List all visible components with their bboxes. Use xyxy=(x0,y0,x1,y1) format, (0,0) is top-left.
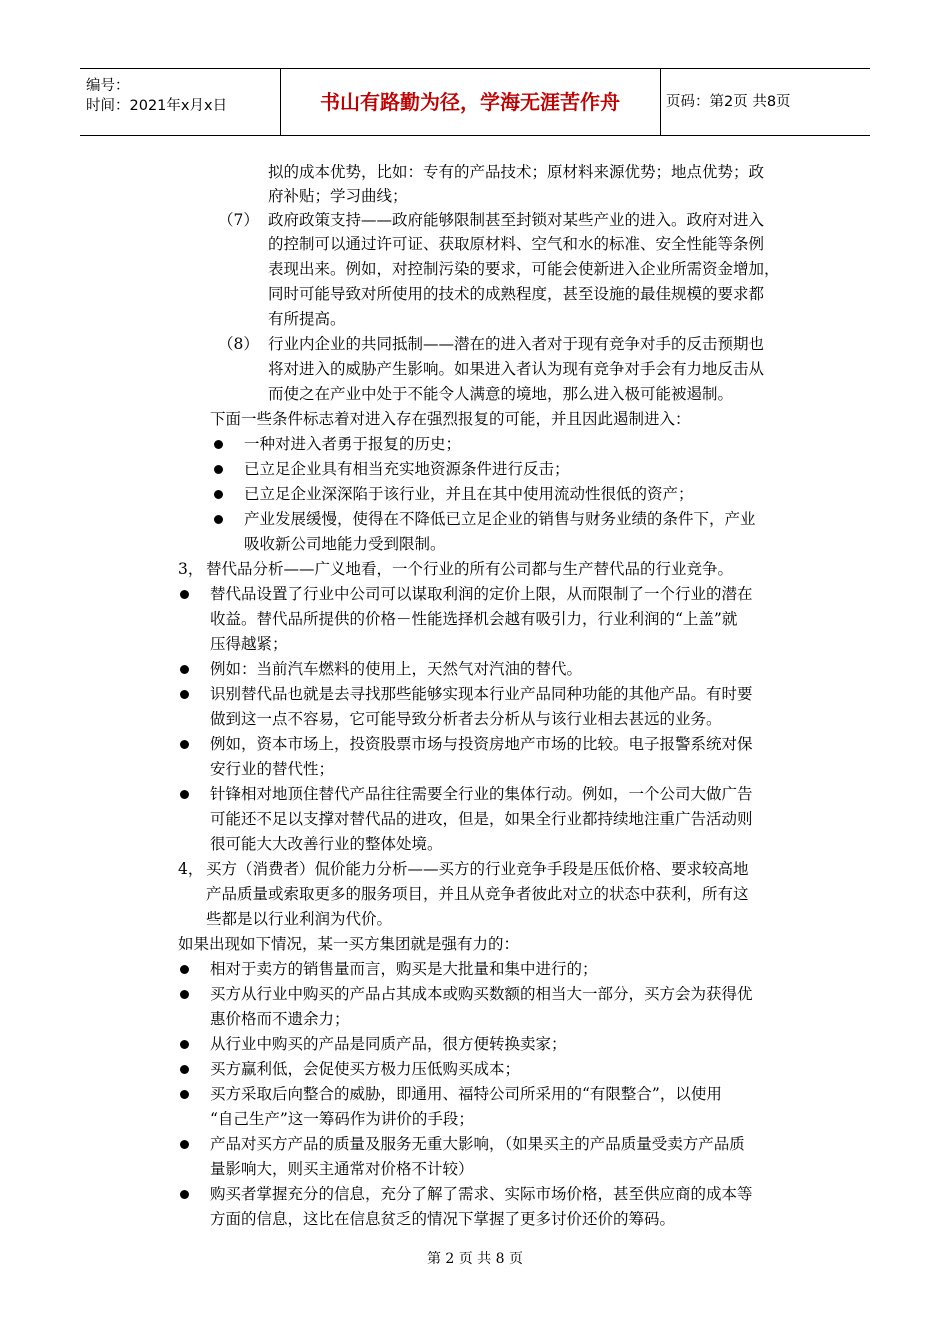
list-item: 产业发展缓慢，使得在不降低已立足企业的销售与财务业绩的条件下，产业 xyxy=(244,510,756,528)
list-item: 买方采取后向整合的威胁，即通用、福特公司所采用的“有限整合”，以使用 xyxy=(210,1085,722,1103)
text-line: 下面一些条件标志着对进入存在强烈报复的可能，并且因此遏制进入： xyxy=(210,410,691,428)
section-number: 3， xyxy=(178,560,204,578)
bullet-icon xyxy=(180,965,189,974)
text-line: 产品质量或索取更多的服务项目，并且从竞争者彼此对立的状态中获利，所有这 xyxy=(206,885,749,903)
bullet-icon xyxy=(180,1190,189,1199)
list-item: 识别替代品也就是去寻找那些能够实现本行业产品同种功能的其他产品。有时要 xyxy=(210,685,753,703)
list-item: 惠价格而不遗余力； xyxy=(210,1010,350,1028)
page-header xyxy=(80,68,870,136)
list-number: （7） xyxy=(218,211,259,229)
bullet-icon xyxy=(214,440,223,449)
list-item: 可能还不足以支撑对替代品的进攻，但是，如果全行业都持续地注重广告活动则 xyxy=(210,810,753,828)
bullet-icon xyxy=(214,515,223,524)
number-label: 编号： xyxy=(86,78,130,94)
list-item: 买方赢利低，会促使买方极力压低购买成本； xyxy=(210,1060,521,1078)
text-line: 如果出现如下情况，某一买方集团就是强有力的： xyxy=(178,935,520,953)
bullet-icon xyxy=(180,1040,189,1049)
text-line: 拟的成本优势，比如：专有的产品技术；原材料来源优势；地点优势；政 xyxy=(268,163,765,181)
section-heading: 替代品分析——广义地看，一个行业的所有公司都与生产替代品的行业竞争。 xyxy=(206,560,734,578)
bullet-icon xyxy=(180,1140,189,1149)
text-line: 将对进入的威胁产生影响。如果进入者认为现有竞争对手会有力地反击从 xyxy=(268,360,765,378)
text-line: 府补贴；学习曲线； xyxy=(268,187,408,205)
page-footer: 第 2 页 共 8 页 xyxy=(426,1251,524,1267)
date-label: 时间：2021年x月x日 xyxy=(86,98,228,114)
bullet-icon xyxy=(180,1065,189,1074)
section-heading: 买方（消费者）侃价能力分析——买方的行业竞争手段是压低价格、要求较高地 xyxy=(206,860,749,878)
section-number: 4， xyxy=(178,860,204,878)
text-line: 行业内企业的共同抵制——潜在的进入者对于现有竞争对手的反击预期也 xyxy=(268,335,765,353)
text-line: 些都是以行业利润为代价。 xyxy=(206,910,393,928)
bullet-icon xyxy=(214,465,223,474)
list-number: （8） xyxy=(218,335,259,353)
list-item: 压得越紧； xyxy=(210,635,288,653)
list-item: 已立足企业具有相当充实地资源条件进行反击； xyxy=(244,460,570,478)
list-item: 替代品设置了行业中公司可以谋取利润的定价上限，从而限制了一个行业的潜在 xyxy=(210,585,753,603)
list-item: 量影响大，则买主通常对价格不计较） xyxy=(210,1160,474,1178)
text-line: 有所提高。 xyxy=(268,310,346,328)
list-item: 收益。替代品所提供的价格－性能选择机会越有吸引力，行业利润的“上盖”就 xyxy=(210,610,738,628)
list-item: 针锋相对地顶住替代产品往往需要全行业的集体行动。例如，一个公司大做广告 xyxy=(210,785,753,803)
bullet-icon xyxy=(214,490,223,499)
text-line: 政府政策支持——政府能够限制甚至封锁对某些产业的进入。政府对进入 xyxy=(268,211,765,229)
list-item: 例如，资本市场上，投资股票市场与投资房地产市场的比较。电子报警系统对保 xyxy=(210,735,753,753)
text-line: 的控制可以通过许可证、获取原材料、空气和水的标准、安全性能等条例 xyxy=(268,235,765,253)
header-meta xyxy=(80,69,280,135)
list-item: 购买者掌握充分的信息，充分了解了需求、实际市场价格，甚至供应商的成本等 xyxy=(210,1185,753,1203)
list-item: 买方从行业中购买的产品占其成本或购买数额的相当大一部分，买方会为获得优 xyxy=(210,985,753,1003)
header-divider xyxy=(660,69,661,135)
list-item: 很可能大大改善行业的整体处境。 xyxy=(210,835,443,853)
header-page-info: 页码：第2页 共8页 xyxy=(666,94,791,110)
bullet-icon xyxy=(180,990,189,999)
bullet-icon xyxy=(180,1090,189,1099)
list-item: 一种对进入者勇于报复的历史； xyxy=(244,435,462,453)
bullet-icon xyxy=(180,590,189,599)
list-item: 安行业的替代性； xyxy=(210,760,335,778)
header-motto: 书山有路勤为径，学海无涯苦作舟 xyxy=(320,90,620,114)
text-line: 表现出来。例如，对控制污染的要求，可能会使新进入企业所需资金增加， xyxy=(268,260,780,278)
list-item: 例如：当前汽车燃料的使用上，天然气对汽油的替代。 xyxy=(210,660,583,678)
list-item: 方面的信息，这比在信息贫乏的情况下掌握了更多讨价还价的筹码。 xyxy=(210,1210,676,1228)
list-item: 已立足企业深深陷于该行业，并且在其中使用流动性很低的资产； xyxy=(244,485,694,503)
bullet-icon xyxy=(180,665,189,674)
bullet-icon xyxy=(180,740,189,749)
list-item: 吸收新公司地能力受到限制。 xyxy=(244,535,446,553)
list-item: 产品对买方产品的质量及服务无重大影响，（如果买主的产品质量受卖方产品质 xyxy=(210,1135,745,1153)
bullet-icon xyxy=(180,790,189,799)
list-item: 做到这一点不容易，它可能导致分析者去分析从与该行业相去甚远的业务。 xyxy=(210,710,722,728)
text-line: 同时可能导致对所使用的技术的成熟程度，甚至设施的最佳规模的要求都 xyxy=(268,285,765,303)
text-line: 而使之在产业中处于不能令人满意的境地，那么进入极可能被遏制。 xyxy=(268,385,734,403)
bullet-icon xyxy=(180,690,189,699)
list-item: “自己生产”这一筹码作为讲价的手段； xyxy=(210,1110,474,1128)
list-item: 从行业中购买的产品是同质产品，很方便转换卖家； xyxy=(210,1035,567,1053)
list-item: 相对于卖方的销售量而言，购买是大批量和集中进行的； xyxy=(210,960,598,978)
